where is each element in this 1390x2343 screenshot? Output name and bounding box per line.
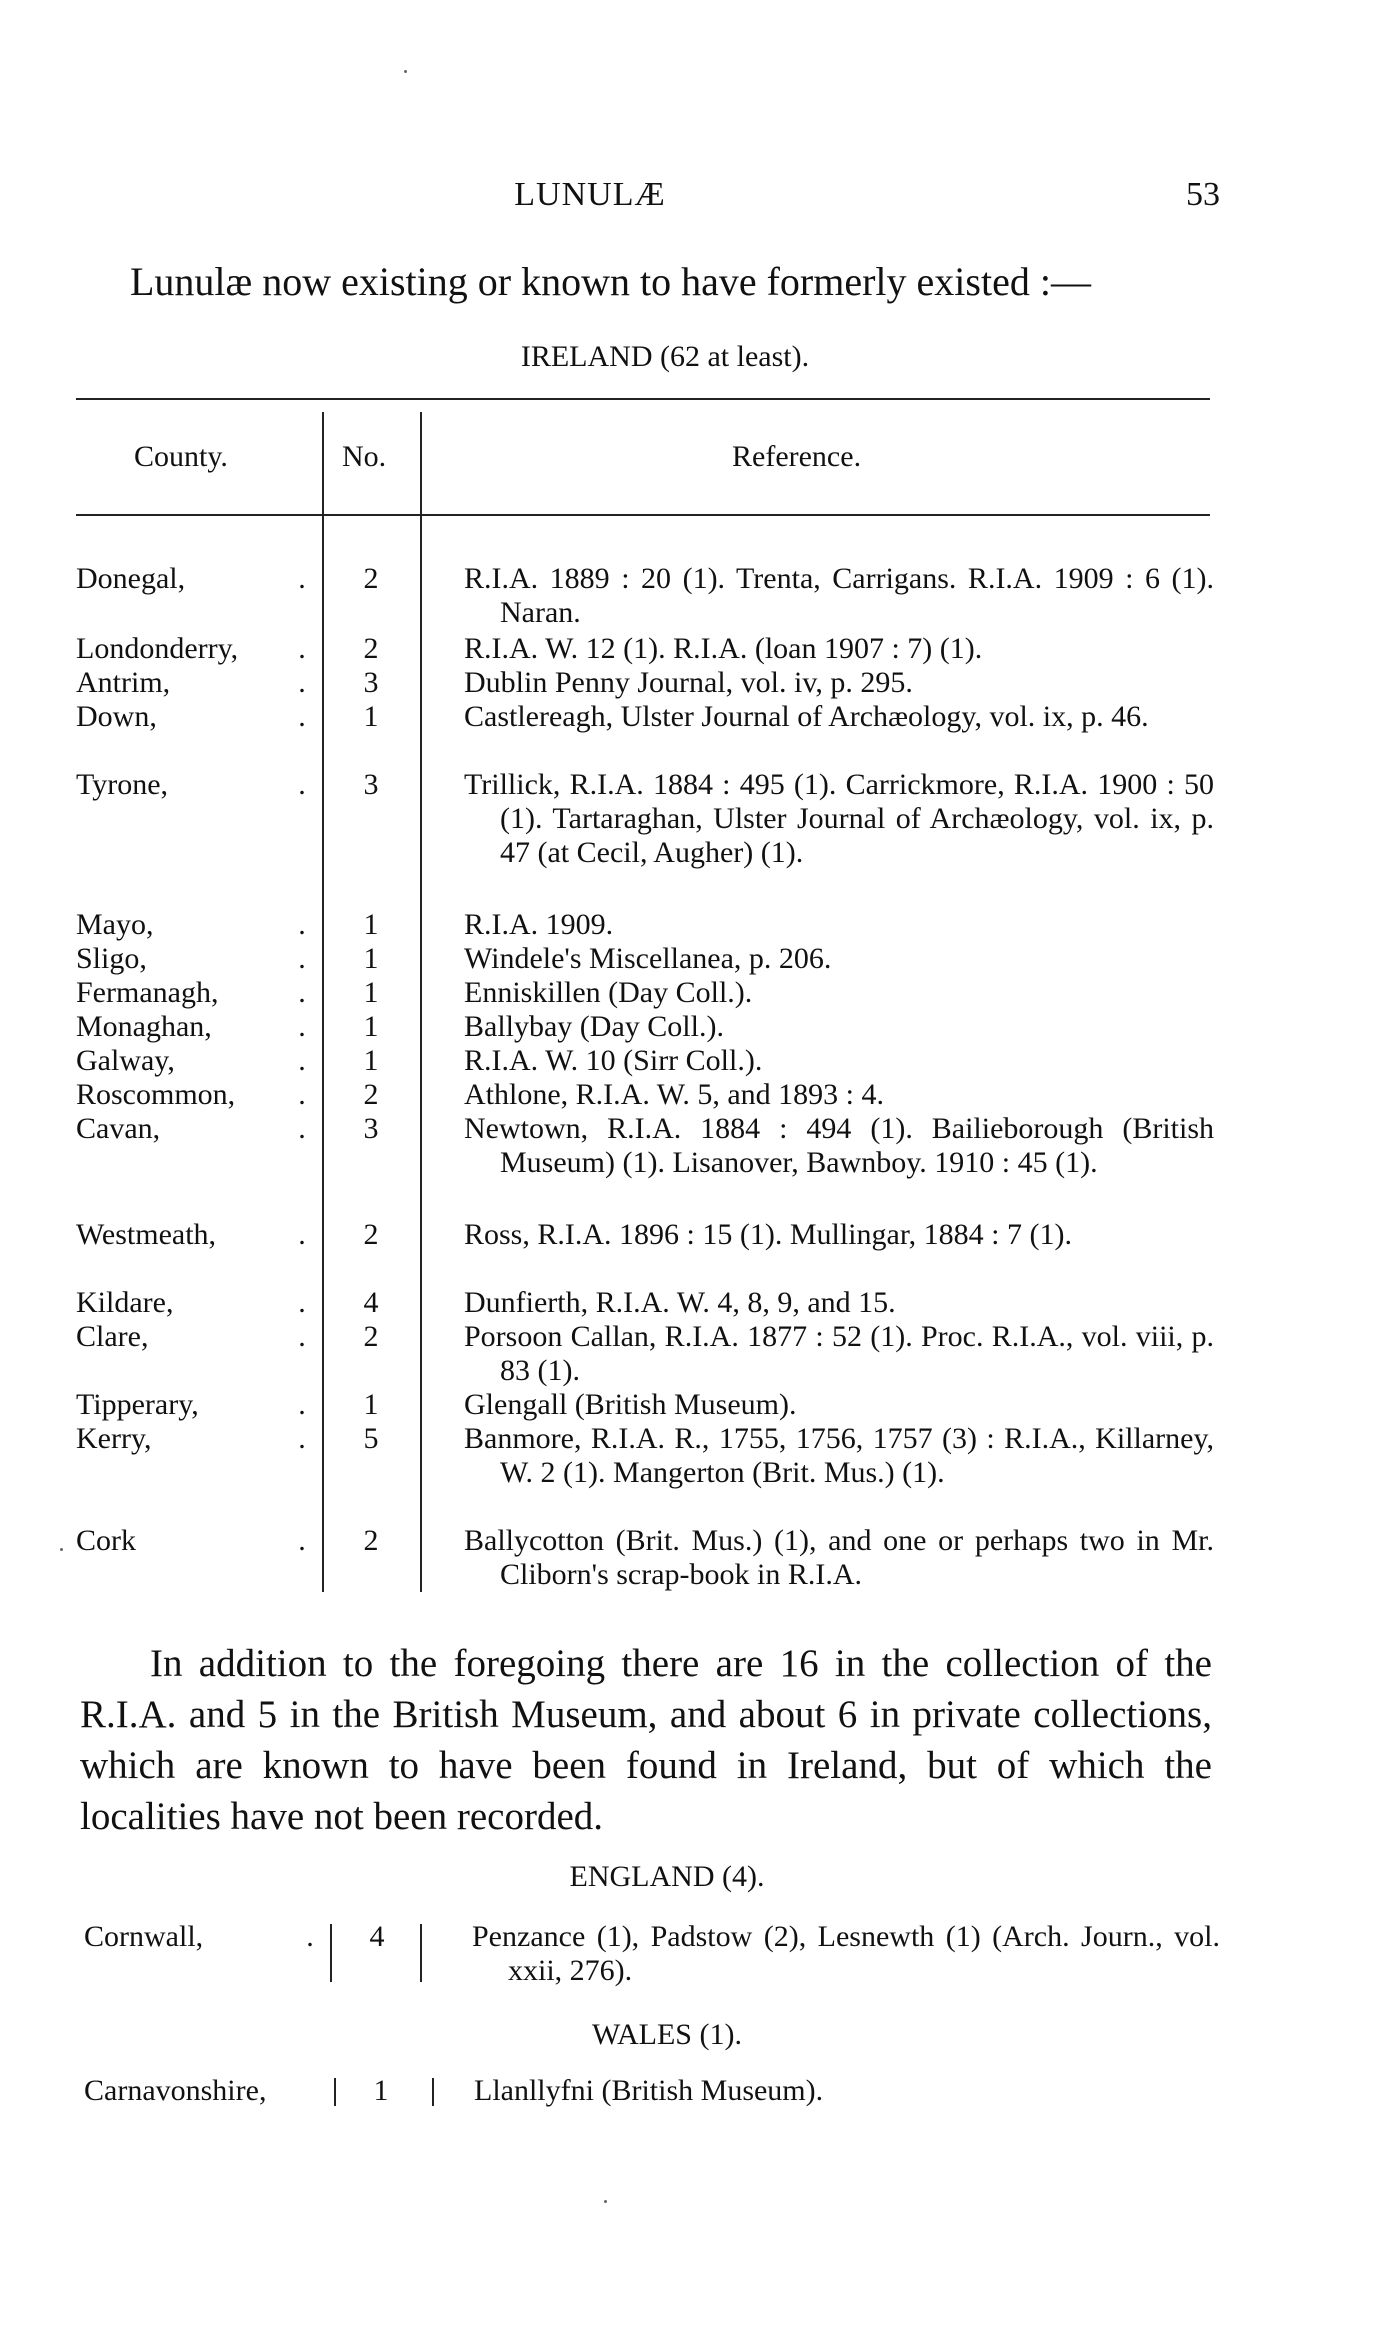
intro-line: Lunulæ now existing or known to have formerly existed :— [130,259,1091,304]
reference-text: Dunfierth, R.I.A. W. 4, 8, 9, and 15. [464,1286,896,1319]
column-divider [330,1924,332,1982]
county-name: Kerry, [76,1422,152,1455]
county-name: Roscommon, [76,1078,236,1111]
count-number: 1 [363,942,379,975]
leader-dot: . [298,666,306,699]
reference-text: Ballybay (Day Coll.). [464,1010,724,1043]
county-name: Tyrone, [76,768,169,801]
leader-dot: . [306,1920,314,1953]
county-name: Down, [76,700,157,733]
reference-text: Ross, R.I.A. 1896 : 15 (1). Mullingar, 1884 : 7 (1). [464,1218,1072,1251]
table-top-rule [76,398,1210,400]
leader-dot: . [298,1524,306,1557]
county-name: Mayo, [76,908,154,941]
reference-text: Penzance (1), Padstow (2), Lesnewth (1) (Arch. Journ., vol. xxii, 276). [472,1920,1220,1987]
leader-dot: . [298,632,306,665]
count-number: 2 [363,1078,379,1111]
paper-speck [404,70,407,73]
county-name: Westmeath, [76,1218,217,1251]
leader-dot: . [298,1078,306,1111]
count-number: 1 [363,700,379,733]
running-title: LUNULÆ [514,176,666,213]
county-name: Donegal, [76,562,186,595]
column-divider [420,1924,422,1982]
reference-text: Dublin Penny Journal, vol. iv, p. 295. [464,666,913,699]
leader-dot: . [298,562,306,595]
section-heading-england: ENGLAND (4). [569,1860,765,1893]
reference-text: Castlereagh, Ulster Journal of Archæology, vol. ix, p. 46. [464,700,1149,733]
county-name: Fermanagh, [76,976,219,1009]
count-number: 2 [363,1524,379,1557]
page-number: 53 [1186,176,1220,213]
county-name: Londonderry, [76,632,239,665]
table-header-rule [76,514,1210,516]
column-divider [432,2078,434,2106]
leader-dot: . [298,976,306,1009]
county-name: Clare, [76,1320,149,1353]
reference-text: Ballycotton (Brit. Mus.) (1), and one or perhaps two in Mr. Cliborn's scrap-book in R.I.A. [464,1524,1214,1591]
count-number: 3 [363,1112,379,1145]
county-name: Cornwall, [84,1920,204,1953]
county-name: Cork [76,1524,136,1557]
county-name: Galway, [76,1044,175,1077]
count-number: 3 [363,666,379,699]
county-name: Sligo, [76,942,147,975]
column-header-reference: Reference. [732,440,862,473]
count-number: 1 [363,976,379,1009]
count-number: 4 [369,1920,385,1953]
reference-text: Glengall (British Museum). [464,1388,797,1421]
paper-speck [604,2200,607,2203]
reference-text: Porsoon Callan, R.I.A. 1877 : 52 (1). Proc. R.I.A., vol. viii, p. 83 (1). [464,1320,1214,1387]
county-name: Carnavonshire, [84,2074,267,2107]
county-name: Tipperary, [76,1388,199,1421]
leader-dot: . [298,1320,306,1353]
reference-text: R.I.A. 1909. [464,908,614,941]
count-number: 4 [363,1286,379,1319]
reference-text: R.I.A. W. 10 (Sirr Coll.). [464,1044,763,1077]
leader-dot: . [298,1044,306,1077]
column-header-county: County. [134,440,228,473]
count-number: 2 [363,562,379,595]
section-heading-ireland: IRELAND (62 at least). [520,340,810,373]
section-heading-wales: WALES (1). [592,2018,742,2051]
count-number: 1 [363,1044,379,1077]
paper-speck [60,1548,63,1551]
count-number: 2 [363,632,379,665]
count-number: 2 [363,1320,379,1353]
reference-text: Trillick, R.I.A. 1884 : 495 (1). Carrickmore, R.I.A. 1900 : 50 (1). Tartaraghan, Ulster Journal of Archæology, vol. ix, p. 47 (at Cecil, Augher) (1). [464,768,1214,869]
reference-text: Banmore, R.I.A. R., 1755, 1756, 1757 (3) : R.I.A., Killarney, W. 2 (1). Mangerton (Brit. Mus.) (1). [464,1422,1214,1489]
county-name: Kildare, [76,1286,174,1319]
leader-dot: . [298,942,306,975]
leader-dot: . [298,700,306,733]
county-name: Antrim, [76,666,171,699]
leader-dot: . [298,1010,306,1043]
count-number: 1 [363,1388,379,1421]
leader-dot: . [298,1422,306,1455]
leader-dot: . [298,1112,306,1145]
column-divider-left [322,412,324,1592]
count-number: 1 [373,2074,389,2107]
leader-dot: . [298,768,306,801]
count-number: 1 [363,908,379,941]
column-divider [334,2078,336,2106]
reference-text: Athlone, R.I.A. W. 5, and 1893 : 4. [464,1078,884,1111]
leader-dot: . [298,1388,306,1421]
leader-dot: . [298,1218,306,1251]
reference-text: R.I.A. W. 12 (1). R.I.A. (loan 1907 : 7) (1). [464,632,983,665]
reference-text: Newtown, R.I.A. 1884 : 494 (1). Bailieborough (British Museum) (1). Lisanover, Bawnboy. 1910 : 45 (1). [464,1112,1214,1179]
count-number: 5 [363,1422,379,1455]
county-name: Monaghan, [76,1010,212,1043]
count-number: 3 [363,768,379,801]
body-paragraph: In addition to the foregoing there are 16 in the collection of the R.I.A. and 5 in the British Museum, and about 6 in private collections, which are known to have been found in Ireland, but of which the localities have not been recorded. [80,1642,1212,1838]
reference-text: Llanllyfni (British Museum). [474,2074,824,2107]
count-number: 1 [363,1010,379,1043]
leader-dot: . [298,1286,306,1319]
column-divider-right [420,412,422,1592]
reference-text: R.I.A. 1889 : 20 (1). Trenta, Carrigans. R.I.A. 1909 : 6 (1). Naran. [464,562,1214,629]
reference-text: Windele's Miscellanea, p. 206. [464,942,832,975]
leader-dot: . [298,908,306,941]
column-header-no: No. [342,440,387,473]
count-number: 2 [363,1218,379,1251]
county-name: Cavan, [76,1112,161,1145]
reference-text: Enniskillen (Day Coll.). [464,976,753,1009]
